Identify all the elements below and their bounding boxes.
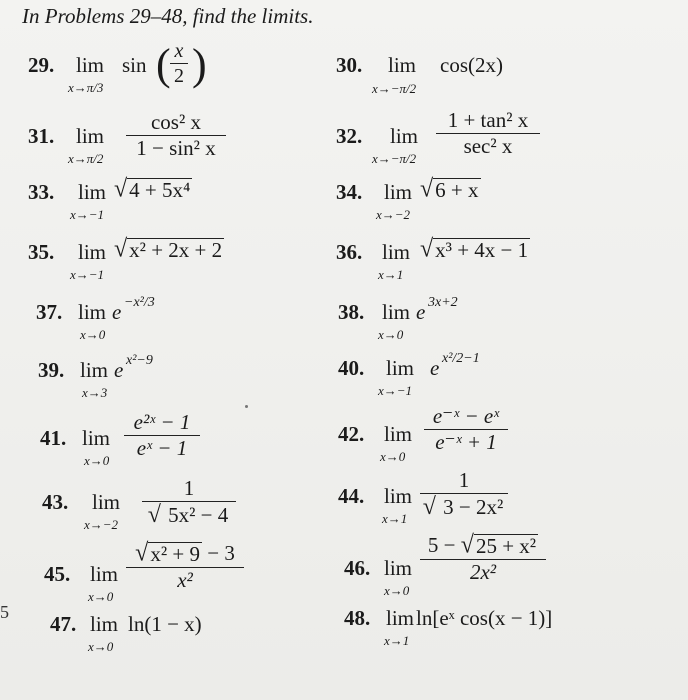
radicand: 4 + 5x⁴ — [129, 178, 191, 202]
radicand: x² + 2x + 2 — [129, 238, 223, 262]
numerator — [126, 539, 244, 567]
denominator-root — [142, 504, 236, 526]
numerator — [420, 531, 546, 559]
problem-number: 44. — [338, 484, 365, 508]
fraction — [420, 531, 546, 584]
limit-operator: lim — [76, 53, 105, 77]
limit-approach: x→−1 — [70, 207, 105, 222]
exp-base: e — [114, 358, 124, 382]
numerator-root — [460, 531, 538, 559]
denominator: eˣ − 1 — [136, 436, 188, 460]
exponent: x²−9 — [126, 353, 153, 368]
expression: cos(2x) — [440, 53, 503, 77]
limit-approach: x→−2 — [84, 517, 119, 532]
fraction — [126, 539, 244, 592]
left-paren: ( — [156, 40, 171, 89]
limit-approach: x→0 — [380, 449, 406, 464]
limit-operator: lim — [384, 556, 413, 580]
limit-operator: lim — [388, 53, 417, 77]
numerator: cos² x — [150, 110, 202, 134]
numerator: e⁻ˣ − eˣ — [432, 404, 500, 428]
fraction — [436, 110, 540, 157]
radicand: x² + 9 — [150, 542, 200, 566]
radical-sign: √ — [420, 235, 434, 263]
denominator: e⁻ˣ + 1 — [435, 430, 497, 454]
square-root — [420, 235, 530, 263]
right-paren: ) — [192, 40, 207, 89]
numerator: e²ˣ − 1 — [133, 410, 191, 434]
limit-approach: x→−π/2 — [372, 151, 417, 166]
limit-approach: x→3 — [82, 385, 108, 400]
denominator: x² — [177, 568, 193, 592]
radical-sign: √ — [114, 235, 128, 263]
denominator: 2x² — [469, 560, 497, 584]
radical-sign: √ — [422, 494, 436, 520]
limit-approach: x→1 — [384, 633, 410, 648]
fraction — [142, 478, 236, 526]
smudge-dot — [245, 405, 248, 408]
problem-number: 35. — [28, 240, 55, 264]
numerator: x — [174, 40, 184, 62]
limit-approach: x→1 — [378, 267, 404, 282]
radical-sign: √ — [135, 539, 149, 567]
problem-number: 41. — [40, 426, 67, 450]
problem-number: 33. — [28, 180, 55, 204]
limit-approach: x→0 — [80, 327, 106, 342]
limit-operator: lim — [78, 240, 107, 264]
expression: ln(1 − x) — [128, 612, 202, 636]
radical-sign: √ — [147, 502, 161, 528]
numerator: 1 — [458, 468, 470, 492]
limit-operator: lim — [90, 612, 119, 636]
page-edge-number: 5 — [0, 602, 9, 622]
fraction — [424, 406, 508, 453]
problem-number: 38. — [338, 300, 365, 324]
problem-number: 36. — [336, 240, 363, 264]
problem-number: 47. — [50, 612, 77, 636]
numerator-root — [135, 539, 202, 567]
square-root — [420, 175, 481, 203]
problem-number: 39. — [38, 358, 65, 382]
problem-number: 31. — [28, 124, 55, 148]
radicand: 25 + x² — [475, 534, 537, 558]
exponent: 3x+2 — [428, 295, 458, 310]
exponent: x²/2−1 — [442, 351, 480, 366]
radicand: 5x² − 4 — [168, 503, 229, 527]
limit-operator: lim — [90, 562, 119, 586]
radicand: 3 − 2x² — [443, 495, 504, 519]
limit-operator: lim — [382, 240, 411, 264]
limit-operator: lim — [386, 606, 415, 630]
limit-approach: x→0 — [84, 453, 110, 468]
problem-number: 34. — [336, 180, 363, 204]
limit-approach: x→−1 — [70, 267, 105, 282]
limit-approach: x→0 — [384, 583, 410, 598]
radicand: x³ + 4x − 1 — [435, 238, 529, 262]
limit-approach: x→π/2 — [68, 151, 104, 166]
limit-operator: lim — [78, 300, 107, 324]
exp-base: e — [430, 356, 440, 380]
problem-number: 48. — [344, 606, 371, 630]
limit-approach: x→0 — [88, 589, 114, 604]
limit-operator: lim — [382, 300, 411, 324]
fraction-bar — [170, 63, 188, 64]
limit-approach: x→1 — [382, 511, 408, 526]
problem-number: 30. — [336, 53, 363, 77]
limit-operator: lim — [390, 124, 419, 148]
exp-base: e — [112, 300, 122, 324]
radicand: 6 + x — [435, 178, 479, 202]
function-name: sin — [122, 53, 147, 77]
limit-operator: lim — [76, 124, 105, 148]
numerator-tail: − 3 — [201, 541, 235, 565]
limit-approach: x→π/3 — [68, 80, 104, 95]
problem-number: 40. — [338, 356, 365, 380]
problem-number: 46. — [344, 556, 371, 580]
limit-operator: lim — [384, 484, 413, 508]
denominator: 1 − sin² x — [136, 136, 216, 160]
limit-operator: lim — [384, 180, 413, 204]
numerator-head: 5 − — [427, 533, 461, 557]
problem-number: 29. — [28, 53, 55, 77]
limit-approach: x→0 — [88, 639, 114, 654]
problem-number: 45. — [44, 562, 71, 586]
problem-number: 43. — [42, 490, 69, 514]
limit-operator: lim — [92, 490, 121, 514]
limit-operator: lim — [80, 358, 109, 382]
radical-sign: √ — [420, 175, 434, 203]
denominator-root — [420, 496, 508, 518]
fraction — [126, 112, 226, 159]
square-root — [114, 235, 224, 263]
exp-base: e — [416, 300, 426, 324]
limit-approach: x→0 — [378, 327, 404, 342]
fraction — [420, 470, 508, 518]
limit-operator: lim — [78, 180, 107, 204]
limit-approach: x→−1 — [378, 383, 413, 398]
fraction — [124, 412, 200, 459]
radical-sign: √ — [114, 175, 128, 203]
radical-sign: √ — [460, 531, 474, 559]
limit-operator: lim — [82, 426, 111, 450]
limit-approach: x→−2 — [376, 207, 411, 222]
problem-number: 42. — [338, 422, 365, 446]
problem-number: 32. — [336, 124, 363, 148]
denominator: 2 — [174, 65, 184, 87]
square-root — [114, 175, 192, 203]
numerator: 1 — [183, 476, 195, 500]
section-heading: In Problems 29–48, find the limits. — [22, 4, 314, 28]
fraction — [170, 41, 188, 86]
problem-number: 37. — [36, 300, 63, 324]
denominator: sec² x — [463, 134, 513, 158]
exponent: −x²/3 — [124, 295, 155, 310]
expression: ln[eˣ cos(x − 1)] — [416, 606, 553, 630]
numerator: 1 + tan² x — [447, 108, 529, 132]
limit-operator: lim — [386, 356, 415, 380]
limit-operator: lim — [384, 422, 413, 446]
limit-approach: x→−π/2 — [372, 81, 417, 96]
